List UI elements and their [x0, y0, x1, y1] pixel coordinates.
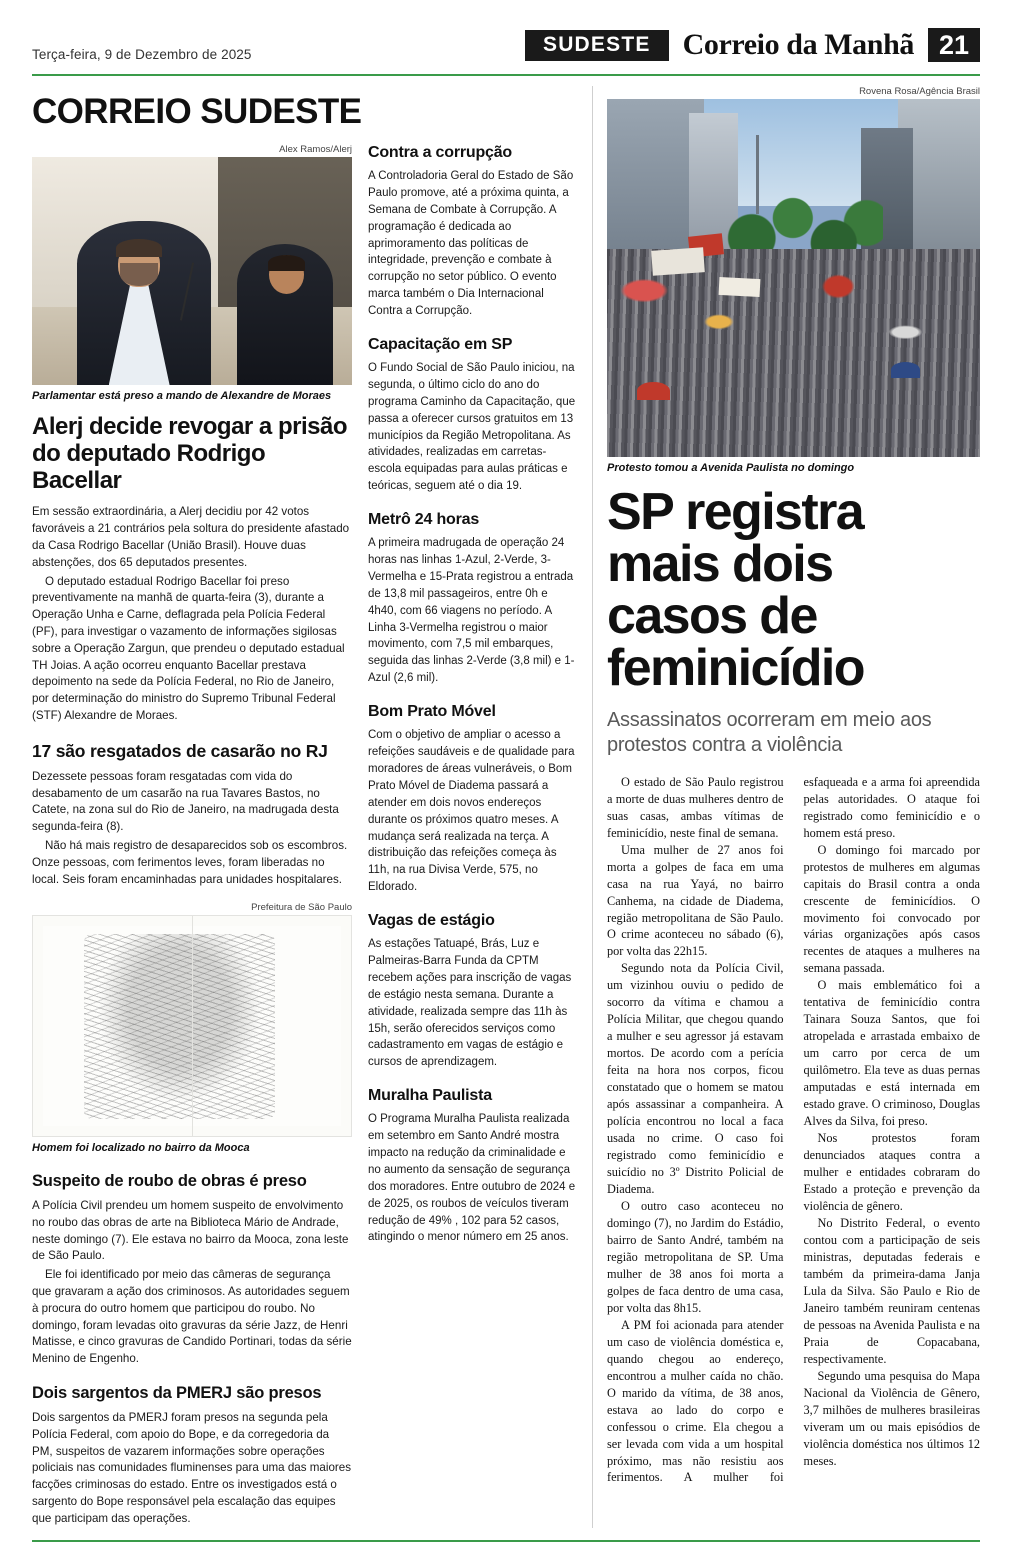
- photo-caption-art: Homem foi localizado no bairro da Mooca: [32, 1142, 250, 1155]
- brief-title-metro: Metrô 24 horas: [368, 511, 480, 529]
- issue-date: Terça-feira, 9 de Dezembro de 2025: [32, 47, 252, 62]
- paragraph: Em sessão extraordinária, a Alerj decidiu por 42 votos favoráveis a 21 contrários pela soltura do presidente afastado da Casa Rodrigo Bacellar (União Brasil). Houve duas abstenções, dos 65 deputados presentes.: [32, 505, 350, 569]
- paragraph: No Distrito Federal, o evento contou com a participação de seis ministras, deputadas federais e também da primeira-dama Janja Lula da Silva. São Paulo e Rio de Janeiro também reuniram centenas de pessoas na Avenida Paulista e na Praia de Copacabana, respectivamente.: [803, 1215, 980, 1366]
- brief-text: As estações Tatuapé, Brás, Luz e Palmeiras-Barra Funda da CPTM recebem ações para inscrição de vagas de estágio nesta semana. Durante a atividade, realizada sempre das 11h às 15h, serão oferecidos serviços como cadastramento em vagas de estágio e cursos de aprendizagem.: [368, 938, 572, 1069]
- page-content: [0, 76, 1010, 1528]
- paragraph: O outro caso aconteceu no domingo (7), no Jardim do Estádio, bairro de Santo André, também na região metropolitana de SP. Uma mulher de 38 anos foi morta a golpes de faca dentro de uma casa, por volta das 8h15.: [607, 1198, 784, 1315]
- brief-text: O Programa Muralha Paulista realizada em setembro em Santo André mostra impacto na redução da criminalidade e no aumento da sensação de segurança dos moradores. Entre outubro de 2024 e de 2025, os roubos de veículos tiveram redução de 49% , 102 para 52 casos, atingindo o menor número em 25 anos.: [368, 1113, 576, 1244]
- masthead: [0, 0, 1010, 68]
- page-number: 21: [928, 28, 980, 62]
- brief-text: A Controladoria Geral do Estado de São Paulo promove, até a próxima quinta, a Semana de Combate à Corrupção. A programação é dedicada ao aprimoramento das políticas de integridade, prevenção e combate à corrupção no setor público. O evento marca também o Dia Internacional Contra a Corrupção.: [368, 170, 574, 318]
- column-a: [32, 144, 352, 1528]
- paragraph: O mais emblemático foi a tentativa de feminicídio contra Tainara Souza Santos, que foi atropelada e arrastada embaixo de um carro por cerca de um quilômetro. Ela teve as duas pernas amputadas e está internada em estado grave. O criminoso, Douglas Alves da Silva, foi preso.: [803, 978, 980, 1129]
- brief-text: Com o objetivo de ampliar o acesso a refeições saudáveis e de qualidade para moradores de áreas vulneráveis, o Bom Prato Móvel de Diadema passará a atender em dois novos endereços durante os próximos quatro meses. A mudança será realizada na terça. A distribuição das refeições começa às 11h, na rua Divisa Verde, 575, no Eldorado.: [368, 729, 575, 894]
- paragraph: Dezessete pessoas foram resgatadas com vida do desabamento de um casarão na rua Tavares Bastos, no Catete, na zona sul do Rio de Janeiro, na madrugada desta segunda-feira (8).: [32, 769, 339, 834]
- left-block: [32, 86, 592, 1528]
- paragraph: Segundo uma pesquisa do Mapa Nacional da Violência de Gênero, 3,7 milhões de mulheres brasileiras viveram um ou mais episódios de violência doméstica nos últimos 12 meses.: [803, 1368, 980, 1468]
- paragraph: O deputado estadual Rodrigo Bacellar foi preso preventivamente na manhã de quarta-feira (3), durante a Operação Unha e Carne, deflagrada pela Polícia Federal (PF), para investigar o vazamento de informações sigilosas sobre a Operação Zargun, que prendeu o deputado estadual TH Joias. A ação ocorreu enquanto Bacellar prestava depoimento na sede da Polícia Federal, no Rio de Janeiro, por determinação do ministro do Supremo Tribunal Federal (STF) Alexandre de Moraes.: [32, 574, 345, 722]
- left-columns: [32, 144, 578, 1528]
- photo-caption-politician: Parlamentar está preso a mando de Alexandre de Moraes: [32, 390, 332, 402]
- paragraph: Segundo nota da Polícia Civil, um vizinhou ouviu o pedido de socorro da vítima e chamou a Polícia Militar, que chegou quando a mulher e seu agressor já estavam mortos. De acordo com a perícia feita na hora nos corpos, ficou constatado que o homem se matou após assassinar a companheira. A polícia encontrou no local a faca usada no crime. O caso foi registrado como feminicídio e suicídio no 3º Distrito Policial de Diadema.: [607, 961, 784, 1196]
- brief-title-corrupcao: Contra a corrupção: [368, 144, 512, 161]
- brief-title-capacitacao: Capacitação em SP: [368, 336, 513, 354]
- paragraph: O estado de São Paulo registrou a morte de duas mulheres dentro de suas casas, ambas vítimas de feminicídio, neste final de semana.: [607, 774, 784, 840]
- brief-text: O Fundo Social de São Paulo iniciou, na segunda, o último ciclo do ano do programa Caminho da Capacitação, que passa a oferecer cursos gratuitos em 13 municípios da Região Metropolitana. As atividades, realizadas em carretas-escola equipadas para aulas práticas e teóricas, seguem até o dia 19.: [368, 362, 576, 493]
- article-body-feminicidio: [607, 774, 980, 1487]
- photo-credit-politician: Alex Ramos/Alerj: [279, 144, 352, 155]
- paragraph: Não há mais registro de desaparecidos sob os escombros. Onze pessoas, com ferimentos leves, foram liberadas no local. Seis foram encaminhadas para unidades hospitalares.: [32, 838, 348, 886]
- paragraph: A Polícia Civil prendeu um homem suspeito de envolvimento no roubo das obras de arte na Biblioteca Mário de Andrade, neste domingo (7). Ele estava no bairro da Mooca, zona leste de São Paulo.: [32, 1199, 349, 1263]
- photo-politician: [32, 157, 352, 385]
- photo-credit-protest: Rovena Rosa/Agência Brasil: [859, 86, 980, 97]
- paragraph: Nos protestos foram denunciados ataques contra a mulher e entidades cobraram do Estado a proteção e prevenção da violência de gênero.: [803, 1131, 980, 1213]
- headline-sargentos: Dois sargentos da PMERJ são presos: [32, 1384, 322, 1403]
- photo-protest: [607, 99, 980, 457]
- right-block: [592, 86, 980, 1528]
- photo-caption-protest: Protesto tomou a Avenida Paulista no domingo: [607, 462, 855, 474]
- brief-title-estagio: Vagas de estágio: [368, 912, 495, 930]
- paragraph: Dois sargentos da PMERJ foram presos na segunda pela Polícia Federal, com apoio do Bope, e da corregedoria da PM, suspeitos de vazarem informações sobre operações policiais nas comunidades fluminenses para uma das maiores facções criminosas do estado. Entre os investigados está o sargento do Bope responsável pela escalação das equipes que participam das operações.: [32, 1411, 351, 1525]
- paragraph: Uma mulher de 27 anos foi morta a golpes de faca em uma casa na rua Yayá, no bairro Canhema, na cidade de Diadema, região metropolitana de São Paulo. O crime aconteceu no sábado (6), por volta das 22h15.: [607, 842, 784, 959]
- brand-title: Correio da Manhã: [682, 28, 914, 61]
- brief-title-bomprato: Bom Prato Móvel: [368, 703, 496, 721]
- headline-roubo-obras: Suspeito de roubo de obras é preso: [32, 1172, 307, 1191]
- paragraph: Ele foi identificado por meio das câmeras de segurança que gravaram a ação dos criminosos. As autoridades seguem à procura do outro homem que participou do roubo. No domingo, foram levadas oito gravuras da série Jazz, de Henri Matisse, e cinco gravuras de Candido Portinari, todas da série Menino de Engenho.: [32, 1268, 352, 1366]
- section-title: CORREIO SUDESTE: [32, 92, 362, 131]
- section-tag: SUDESTE: [525, 30, 669, 61]
- paragraph: A PM foi acionada para atender um caso de violência doméstica e, quando chegou ao endereço, encontrou a mulher caída no chão. O marido da vítima, de 38 anos, estava ao lado do corpo e confessou o crime. Ela chegou a ser levada com vida a um hospital próximo, mas não resistiu aos ferimentos. A mulher foi esfaqueada e a arma foi apreendida pelas autoridades. O ataque foi registrado como feminicídio e o homem está preso.: [607, 774, 980, 1485]
- brief-title-muralha: Muralha Paulista: [368, 1087, 492, 1105]
- photo-credit-art: Prefeitura de São Paulo: [251, 902, 352, 914]
- brief-text: A primeira madrugada de operação 24 horas nas linhas 1-Azul, 2-Verde, 3-Vermelha e 15-Prata registrou a entrada de 13,8 mil passageiros, entre 0h e 4h40, com 66 viagens no período. A Linha 3-Vermelha registrou o maior movimento, com 7,5 mil embarques, seguida das linhas 2-Verde (3,8 mil) e 1-Azul (2,6 mil).: [368, 537, 575, 685]
- deck-feminicidio: Assassinatos ocorreram em meio aos protestos contra a violência: [607, 708, 932, 756]
- masthead-right: [525, 28, 980, 62]
- photo-artwork: [32, 915, 352, 1137]
- headline-feminicidio: SP registra mais dois casos de feminicídio: [607, 482, 864, 697]
- headline-bacellar: Alerj decide revogar a prisão do deputado Rodrigo Bacellar: [32, 412, 347, 494]
- paragraph: O domingo foi marcado por protestos de mulheres em algumas capitais do Brasil contra a onda crescente de feminicídios. O movimento foi convocado por várias organizações após casos recentes de ataques a mulheres na semana passada.: [803, 842, 980, 976]
- column-b-briefs: [368, 144, 576, 1528]
- bottom-rule: [32, 1540, 980, 1542]
- headline-casarao: 17 são resgatados de casarão no RJ: [32, 740, 328, 761]
